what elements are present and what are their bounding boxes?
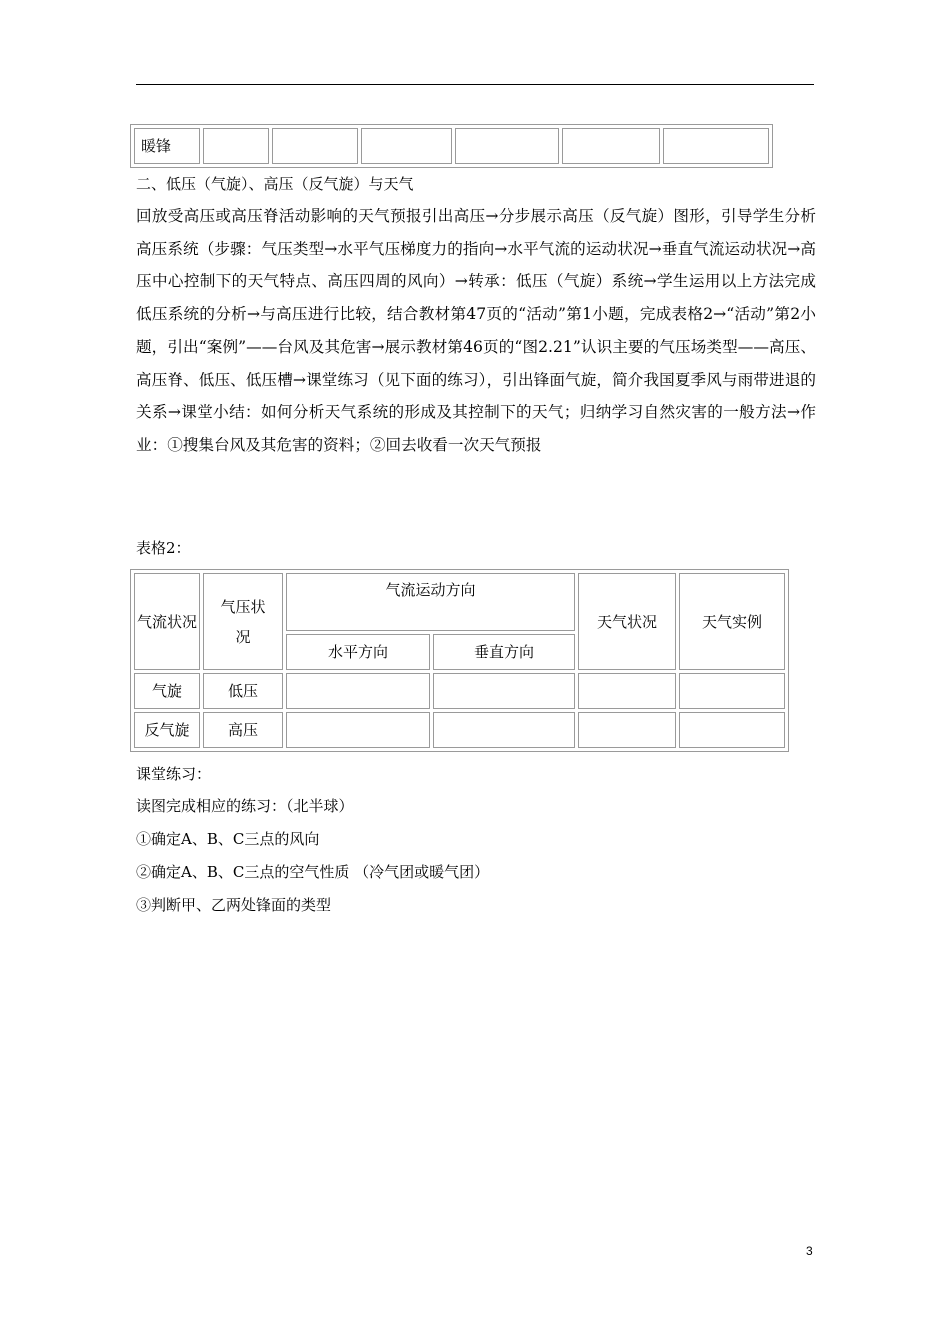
- table-cell: [455, 128, 559, 164]
- section-heading: 二、低压（气旋）、高压（反气旋）与天气: [136, 175, 414, 193]
- row-pressure: 高压: [203, 712, 283, 748]
- header-vertical: 垂直方向: [433, 634, 575, 670]
- table-cell: [562, 128, 660, 164]
- table-cell: [361, 128, 452, 164]
- table-cell: [578, 712, 676, 748]
- table-cell: [286, 712, 430, 748]
- row-type: 反气旋: [134, 712, 200, 748]
- header-pressure: 气压状况: [203, 573, 283, 670]
- table-cell: [578, 673, 676, 709]
- table-cell: [272, 128, 358, 164]
- warm-front-table: [130, 124, 773, 168]
- table-cell: [679, 712, 785, 748]
- exercise-intro: 读图完成相应的练习：（北半球）: [136, 797, 354, 815]
- table-cell: [679, 673, 785, 709]
- table-row: [134, 712, 785, 748]
- table2-caption: 表格2：: [136, 539, 191, 557]
- exercise-item-1: ①确定A、B、C三点的风向: [136, 830, 320, 848]
- header-rule: [136, 84, 814, 85]
- body-paragraph: 回放受高压或高压脊活动影响的天气预报引出高压→分步展示高压（反气旋）图形，引导学生分析高压系统（步骤：气压类型→水平气压梯度力的指向→水平气流的运动状况→垂直气流运动状况→高压中心控制下的天气特点、高压四周的风向）→转承：低压（气旋）系统→学生运用以上方法完成低压系统的分析→与高压进行比较，结合教材第47页的“活动”第1小题，完成表格2→“活动”第2小题，引出“案例”——台风及其危害→展示教材第46页的“图2.21”认识主要的气压场类型——高压、高压脊、低压、低压槽→课堂练习（见下面的练习），引出锋面气旋，简介我国夏季风与雨带进退的关系→课堂小结：如何分析天气系统的形成及其控制下的天气；归纳学习自然灾害的一般方法→作业：①搜集台风及其危害的资料；②回去收看一次天气预报: [136, 207, 816, 454]
- pressure-system-table: [130, 569, 789, 752]
- table-cell: [433, 712, 575, 748]
- exercise-item-3: ③判断甲、乙两处锋面的类型: [136, 896, 332, 914]
- row-type: 气旋: [134, 673, 200, 709]
- page-number: 3: [806, 1244, 813, 1258]
- row-label-warm-front: 暖锋: [134, 128, 200, 164]
- header-weather: 天气状况: [578, 573, 676, 670]
- header-airflow: 气流状况: [134, 573, 200, 670]
- table-cell: [203, 128, 269, 164]
- table-cell: [663, 128, 769, 164]
- header-example: 天气实例: [679, 573, 785, 670]
- exercise-item-2: ②确定A、B、C三点的空气性质 （冷气团或暖气团）: [136, 863, 490, 881]
- header-direction: 气流运动方向: [286, 573, 575, 631]
- table-header-row: [134, 573, 785, 631]
- exercise-title: 课堂练习：: [136, 765, 212, 783]
- table-row: [134, 673, 785, 709]
- header-horizontal: 水平方向: [286, 634, 430, 670]
- table-row: [134, 128, 769, 164]
- table-cell: [286, 673, 430, 709]
- row-pressure: 低压: [203, 673, 283, 709]
- table-cell: [433, 673, 575, 709]
